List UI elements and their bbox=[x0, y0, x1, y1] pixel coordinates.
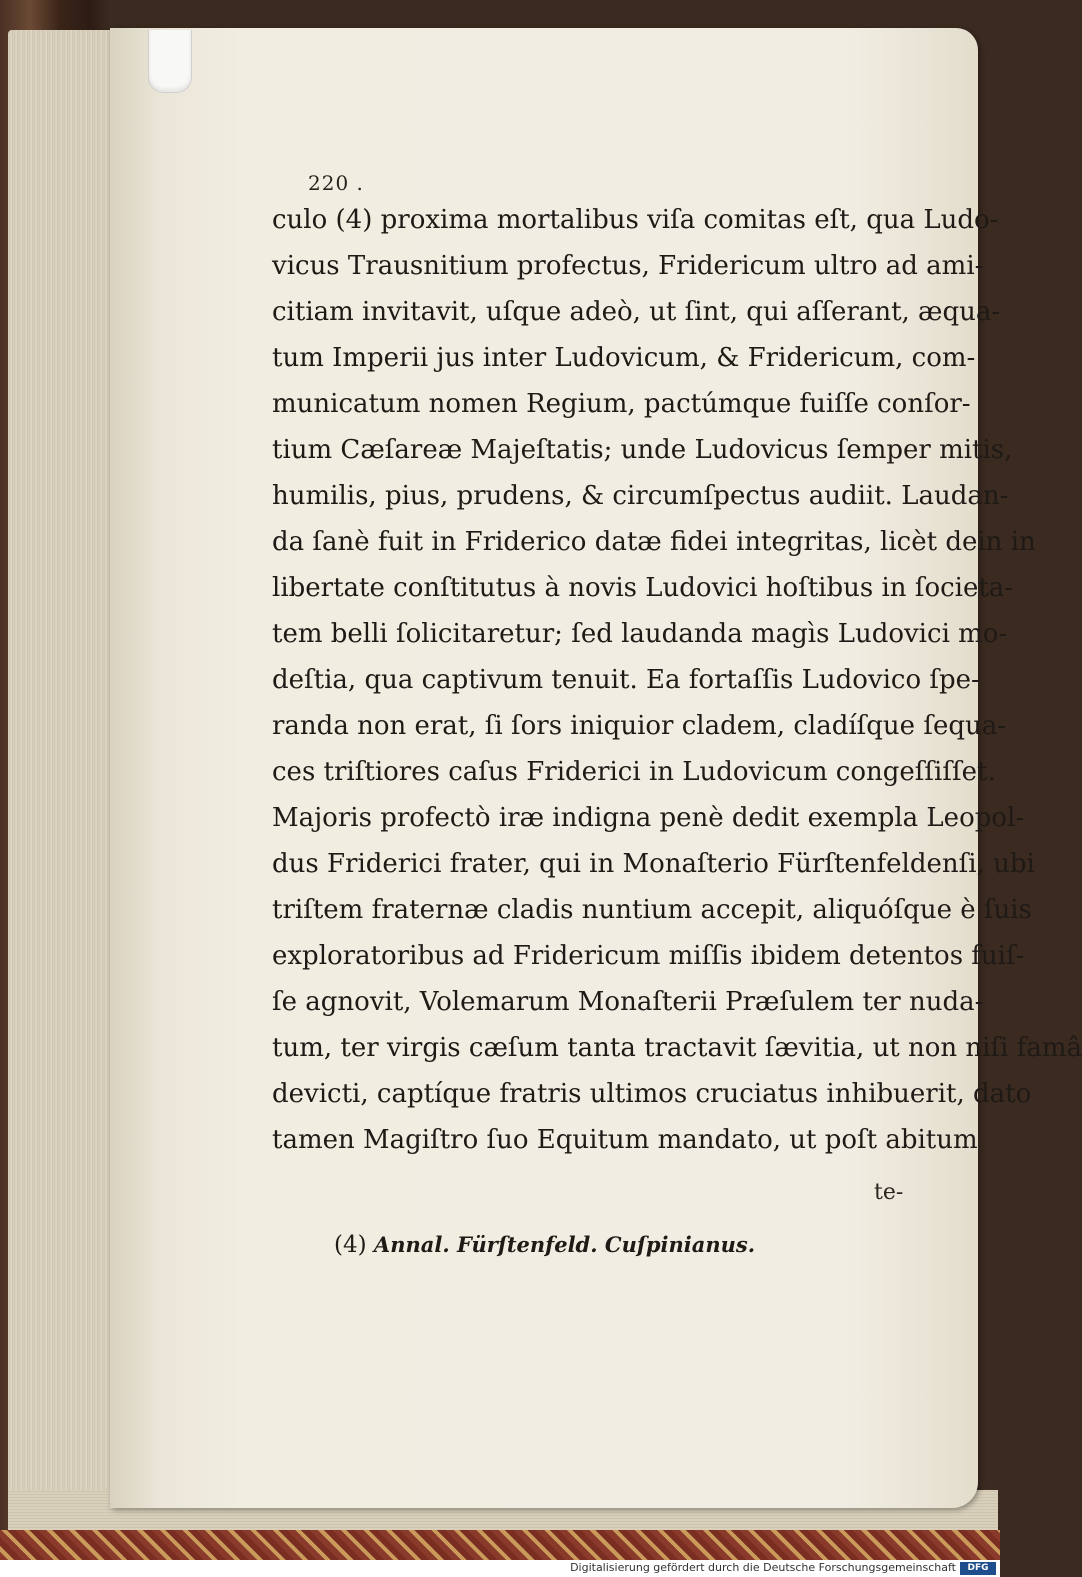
marbled-edge bbox=[0, 1530, 1000, 1560]
text-line: deſtia, qua captivum tenuit. Ea fortaſſis Ludovico ſpe- bbox=[272, 665, 980, 695]
footnote-text: Annal. Fürſtenfeld. Cuſpinianus. bbox=[373, 1232, 756, 1257]
footnote bbox=[334, 1232, 755, 1258]
text-line: Majoris profectò iræ indigna penè dedit exempla Leopol- bbox=[272, 803, 1025, 833]
text-line: devicti, captíque fratris ultimos cruciatus inhibuerit, dato bbox=[272, 1079, 1032, 1109]
page-stack-edges bbox=[8, 30, 118, 1540]
text-line: ſe agnovit, Volemarum Monaſterii Præſulem ter nuda- bbox=[272, 987, 984, 1017]
text-line: tum, ter virgis cæſum tanta tractavit ſævitia, ut non niſi famâ bbox=[272, 1033, 1082, 1063]
footer-credit: Digitalisierung gefördert durch die Deutsche Forschungsgemeinschaft bbox=[570, 1561, 956, 1574]
text-line: municatum nomen Regium, pactúmque fuiſſe conſor- bbox=[272, 389, 971, 419]
page-number: 220 . bbox=[308, 171, 364, 195]
text-line: tamen Magiſtro ſuo Equitum mandato, ut poſt abitum bbox=[272, 1125, 978, 1155]
text-line: exploratoribus ad Fridericum miſſis ibidem detentos fuiſ- bbox=[272, 941, 1025, 971]
text-line: da ſanè fuit in Friderico datæ fidei integritas, licèt dein in bbox=[272, 527, 1036, 557]
dfg-logo: DFG bbox=[960, 1562, 996, 1575]
text-line: libertate conſtitutus à novis Ludovici hoſtibus in ſocieta- bbox=[272, 573, 1014, 603]
text-line: humilis, pius, prudens, & circumſpectus audiit. Laudan- bbox=[272, 481, 1009, 511]
text-line: randa non erat, ſi ſors iniquior cladem, cladíſque ſequa- bbox=[272, 711, 1007, 741]
text-line: tum Imperii jus inter Ludovicum, & Fridericum, com- bbox=[272, 343, 976, 373]
text-line: vicus Trausnitium profectus, Fridericum ultro ad ami- bbox=[272, 251, 984, 281]
text-line: citiam invitavit, uſque adeò, ut ſint, qui aſſerant, æqua- bbox=[272, 297, 1001, 327]
digitization-footer bbox=[0, 1560, 1000, 1577]
page-tab-marker bbox=[148, 30, 192, 93]
text-line: dus Friderici frater, qui in Monaſterio Fürſtenfeldenſi, ubi bbox=[272, 849, 1035, 879]
footnote-number: (4) bbox=[334, 1232, 367, 1258]
text-line: tium Cæſareæ Majeſtatis; unde Ludovicus ſemper mitis, bbox=[272, 435, 1013, 465]
text-line: ces triſtiores caſus Friderici in Ludovicum congeſſiſſet. bbox=[272, 757, 996, 787]
text-line: tem belli ſolicitaretur; ſed laudanda magìs Ludovici mo- bbox=[272, 619, 1008, 649]
catchword: te- bbox=[874, 1180, 904, 1205]
text-line: triſtem fraternæ cladis nuntium accepit, aliquóſque è ſuis bbox=[272, 895, 1032, 925]
text-line: culo (4) proxima mortalibus viſa comitas eſt, qua Ludo- bbox=[272, 205, 999, 235]
